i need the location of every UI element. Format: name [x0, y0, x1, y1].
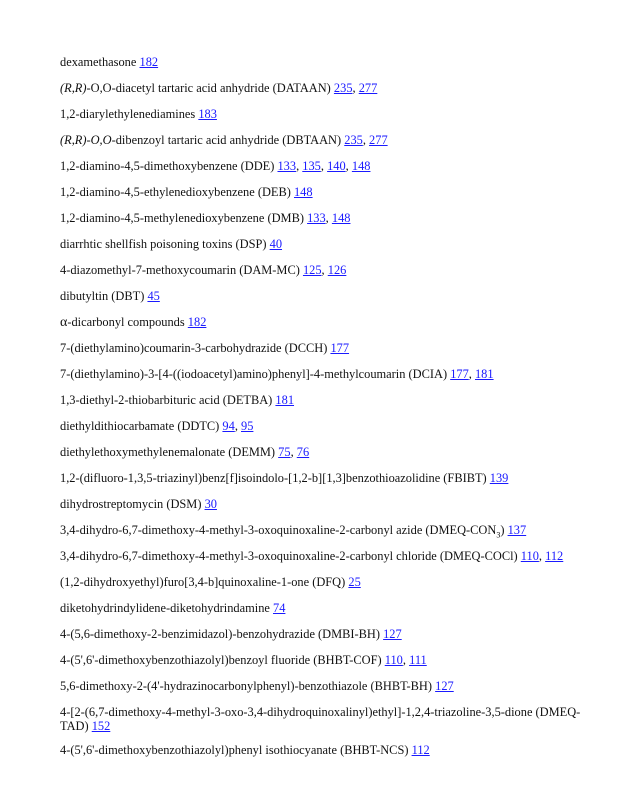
- entry-term: diketohydrindylidene-diketohydrindamine: [60, 601, 270, 615]
- entry-term: dihydrostreptomycin (DSM): [60, 497, 202, 511]
- entry-term: dexamethasone: [60, 55, 137, 69]
- index-entry: [60, 289, 600, 303]
- index-entry: [60, 55, 600, 69]
- page-link[interactable]: 235: [344, 133, 363, 147]
- page-link[interactable]: 125: [302, 263, 322, 277]
- page-link[interactable]: 148: [293, 185, 313, 199]
- index-entry: 4-diazomethyl-7-methoxycoumarin (DAM-MC) 125, 126: [60, 263, 347, 277]
- page-link[interactable]: 30: [204, 497, 217, 511]
- page-link[interactable]: 139: [489, 471, 509, 485]
- page-link[interactable]: 40: [269, 237, 283, 251]
- page-link[interactable]: 25: [348, 575, 361, 589]
- page-link[interactable]: 182: [187, 315, 207, 329]
- page-link[interactable]: 127: [435, 679, 454, 693]
- page-link[interactable]: 133: [277, 159, 297, 173]
- stereo-prefix: (R,R): [60, 81, 87, 95]
- page-link[interactable]: 133: [307, 211, 326, 225]
- page-link[interactable]: 181: [275, 393, 295, 407]
- index-entry: [60, 237, 600, 251]
- page-link[interactable]: 75: [278, 445, 291, 459]
- page-link[interactable]: 148: [331, 211, 351, 225]
- index-entry: [60, 315, 600, 330]
- index-entry: [60, 705, 600, 733]
- page-link[interactable]: 111: [409, 653, 427, 667]
- entry-term: 1,3-diethyl-2-thiobarbituric acid (DETBA): [60, 393, 273, 407]
- entry-term: 4-(5,6-dimethoxy-2-benzimidazol)-benzohydrazide (DMBI-BH): [60, 627, 380, 641]
- entry-term: (1,2-dihydroxyethyl)furo[3,4-b]quinoxaline-1-one (DFQ): [60, 575, 346, 589]
- page-link[interactable]: 112: [411, 743, 430, 757]
- index-entry: [60, 601, 600, 615]
- entry-term: diethyldithiocarbamate (DDTC): [60, 419, 220, 433]
- page-link[interactable]: 183: [198, 107, 217, 121]
- entry-term: 3,4-dihydro-6,7-dimethoxy-4-methyl-3-oxoquinoxaline-2-carbonyl chloride (DMEQ-COCl): [60, 549, 518, 563]
- entry-term: 1,2-diamino-4,5-methylenedioxybenzene (DMB): [60, 211, 304, 225]
- entry-subscript: 3: [496, 530, 501, 540]
- page-link[interactable]: 135: [302, 159, 321, 173]
- entry-term: 5,6-dimethoxy-2-(4'-hydrazinocarbonylphenyl)-benzothiazole (BHBT-BH): [60, 679, 433, 693]
- entry-term: 1,2-(difluoro-1,3,5-triazinyl)benz[f]isoindolo-[1,2-b][1,3]benzothioazolidine (FBIBT): [60, 471, 487, 485]
- entry-term: 3,4-dihydro-6,7-dimethoxy-4-methyl-3-oxoquinoxaline-2-carbonyl azide (DMEQ-CON: [60, 523, 497, 537]
- page-link[interactable]: 74: [273, 601, 286, 615]
- entry-term: 4-(5',6'-dimethoxybenzothiazolyl)phenyl isothiocyanate (BHBT-NCS): [60, 743, 409, 757]
- index-entry: (R,R)-O,O-dibenzoyl tartaric acid anhydride (DBTAAN) 235, 277: [60, 133, 388, 147]
- entry-term: diarrhtic shellfish poisoning toxins (DSP): [60, 237, 267, 251]
- page-link[interactable]: 181: [474, 367, 494, 381]
- alpha-symbol: α: [60, 315, 68, 330]
- page-link[interactable]: 94: [222, 419, 235, 433]
- page-link[interactable]: 140: [327, 159, 346, 173]
- page-link[interactable]: 152: [91, 719, 111, 733]
- index-entry: [60, 471, 600, 485]
- page-link[interactable]: 127: [383, 627, 402, 641]
- page-link[interactable]: 277: [358, 81, 378, 95]
- index-entry: [60, 679, 600, 693]
- entry-term: -O,O-diacetyl tartaric acid anhydride (DATAAN): [86, 81, 331, 95]
- index-entry: [60, 743, 600, 757]
- entry-term: dibutyltin (DBT): [60, 289, 145, 303]
- entry-term: -dicarbonyl compounds: [67, 315, 185, 329]
- index-entry: 1,2-diamino-4,5-methylenedioxybenzene (DMB) 133, 148: [60, 211, 351, 225]
- page-link[interactable]: 177: [330, 341, 350, 355]
- index-entry: [60, 341, 600, 355]
- index-entry: [60, 393, 600, 407]
- index-entry: 7-(diethylamino)-3-[4-((iodoacetyl)amino)phenyl]-4-methylcoumarin (DCIA) 177, 181: [60, 367, 494, 381]
- index-entry: [60, 627, 600, 641]
- page-link[interactable]: 177: [450, 367, 469, 381]
- entry-term: 4-(5',6'-dimethoxybenzothiazolyl)benzoyl fluoride (BHBT-COF): [60, 653, 382, 667]
- page-link[interactable]: 110: [384, 653, 403, 667]
- entry-term: 1,2-diarylethylenediamines: [60, 107, 196, 121]
- entry-term: 1,2-diamino-4,5-ethylenedioxybenzene (DEB): [60, 185, 291, 199]
- index-entry: 1,2-diamino-4,5-dimethoxybenzene (DDE) 133, 135, 140, 148: [60, 159, 371, 173]
- index-entry: diethylethoxymethylenemalonate (DEMM) 75, 76: [60, 445, 310, 459]
- index-entry: [60, 185, 600, 199]
- index-entry: [60, 523, 600, 540]
- index-entry: [60, 107, 600, 121]
- entry-suffix: ): [500, 523, 505, 537]
- entry-term: 7-(diethylamino)coumarin-3-carbohydrazide (DCCH): [60, 341, 328, 355]
- page-link[interactable]: 235: [333, 81, 353, 95]
- entry-term: 4-diazomethyl-7-methoxycoumarin (DAM-MC): [60, 263, 300, 277]
- page-link[interactable]: 112: [545, 549, 564, 563]
- index-entry: (R,R)-O,O-diacetyl tartaric acid anhydride (DATAAN) 235, 277: [60, 81, 378, 95]
- page-link[interactable]: 95: [241, 419, 254, 433]
- page-link[interactable]: 277: [369, 133, 388, 147]
- entry-term: 7-(diethylamino)-3-[4-((iodoacetyl)amino)phenyl]-4-methylcoumarin (DCIA): [60, 367, 448, 381]
- page-link[interactable]: 148: [351, 159, 371, 173]
- entry-term: 4-[2-(6,7-dimethoxy-4-methyl-3-oxo-3,4-dihydroquinoxalinyl)ethyl]-1,2,4-triazoline-3,5-dione (DMEQ-TAD): [60, 705, 581, 733]
- page-link[interactable]: 45: [147, 289, 160, 303]
- entry-term: 1,2-diamino-4,5-dimethoxybenzene (DDE): [60, 159, 275, 173]
- stereo-prefix: (R,R)-O,O: [60, 133, 112, 147]
- index-entry: 4-(5',6'-dimethoxybenzothiazolyl)benzoyl fluoride (BHBT-COF) 110, 111: [60, 653, 427, 667]
- page-link[interactable]: 110: [520, 549, 539, 563]
- index-entry: [60, 575, 600, 589]
- index-entry: [60, 497, 600, 511]
- page-link[interactable]: 76: [296, 445, 310, 459]
- index-entry: diethyldithiocarbamate (DDTC) 94, 95: [60, 419, 254, 433]
- page-link[interactable]: 137: [507, 523, 527, 537]
- page-link[interactable]: 126: [327, 263, 347, 277]
- index-entry: 3,4-dihydro-6,7-dimethoxy-4-methyl-3-oxoquinoxaline-2-carbonyl chloride (DMEQ-COCl) 110, 112: [60, 549, 564, 563]
- page-link[interactable]: 182: [139, 55, 159, 69]
- entry-term: diethylethoxymethylenemalonate (DEMM): [60, 445, 276, 459]
- entry-term: -dibenzoyl tartaric acid anhydride (DBTAAN): [111, 133, 342, 147]
